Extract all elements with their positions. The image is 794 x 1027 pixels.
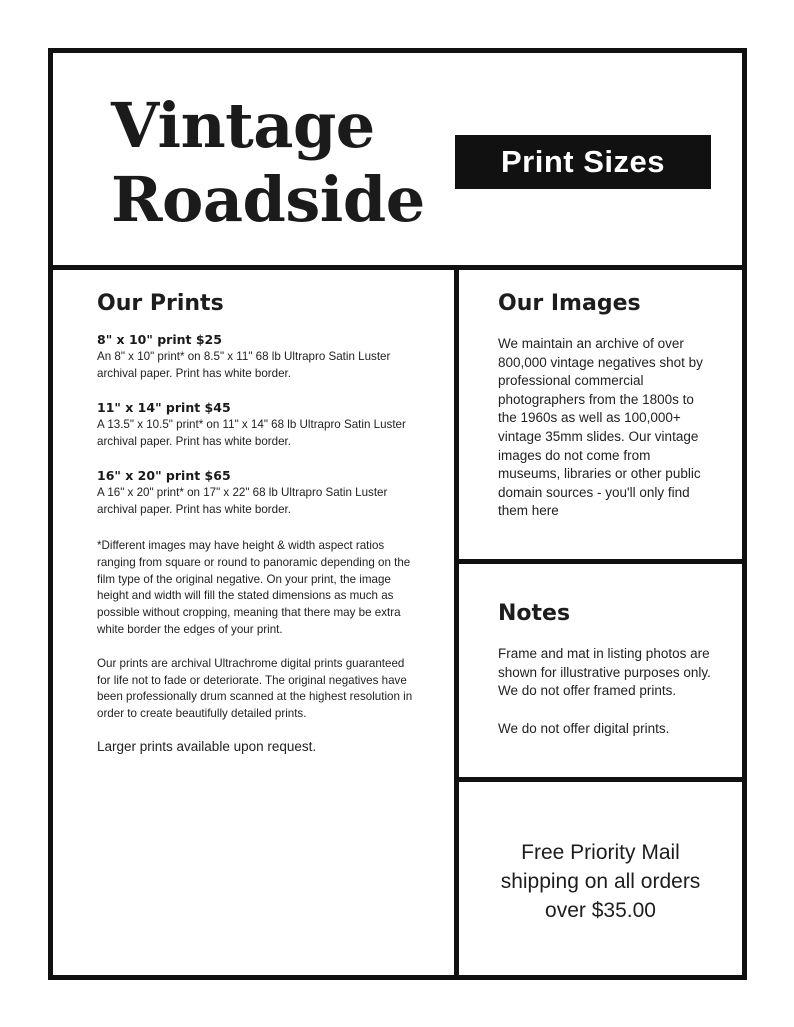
print-option-description: A 13.5" x 10.5" print* on 11" x 14" 68 lb Ultrapro Satin Luster archival paper. Print has white border. — [97, 418, 406, 448]
flyer-frame — [48, 48, 747, 980]
aspect-ratio-note: *Different images may have height & width aspect ratios ranging from square or round to panoramic depending on the film type of the original negative. On your print, the image height and width will fill the stated dimensions as much as possible without cropping, meaning that there may be extra white border the edges of your print. — [97, 539, 411, 636]
print-option — [97, 331, 421, 382]
print-option-description: An 8" x 10" print* on 8.5" x 11" 68 lb Ultrapro Satin Luster archival paper. Print has white border. — [97, 350, 391, 380]
print-option — [97, 399, 421, 450]
our-images-heading: Our Images — [498, 291, 641, 316]
notes-heading: Notes — [498, 601, 571, 626]
archival-note: Our prints are archival Ultrachrome digital prints guaranteed for life not to fade or deteriorate. The original negatives have been professionally drum scanned at the highest resolution in order to create beautifully detailed prints. — [97, 656, 413, 721]
shipping-section — [459, 782, 742, 980]
digital-prints-note: We do not offer digital prints. — [498, 720, 670, 736]
larger-prints-note: Larger prints available upon request. — [97, 738, 317, 754]
brand-line-2: Roadside — [111, 163, 425, 236]
print-option-title: 8" x 10" print $25 — [97, 332, 222, 347]
print-option — [97, 467, 421, 518]
our-images-section — [498, 289, 716, 534]
print-option-description: A 16" x 20" print* on 17" x 22" 68 lb Ultrapro Satin Luster archival paper. Print has white border. — [97, 486, 388, 516]
print-option-title: 11" x 14" print $45 — [97, 400, 231, 415]
brand-line-1: Vintage — [111, 89, 375, 162]
framing-note: Frame and mat in listing photos are shown for illustrative purposes only. We do not offer framed prints. — [498, 646, 711, 699]
free-shipping-text: Free Priority Mail shipping on all orders over $35.00 — [500, 840, 701, 922]
section-divider-images-notes — [459, 559, 742, 564]
our-images-body: We maintain an archive of over 800,000 vintage negatives shot by professional commercial photographers from the 1800s to the 1960s as well as 100,000+ vintage 35mm slides. Our vintage images do not come from museums, libraries or other public domain sources - you'll only find them here — [498, 336, 703, 519]
brand-title — [111, 89, 425, 237]
our-prints-section — [97, 289, 421, 769]
header — [53, 53, 742, 270]
our-prints-heading: Our Prints — [97, 291, 224, 316]
notes-section — [498, 599, 716, 752]
print-option-title: 16" x 20" print $65 — [97, 468, 231, 483]
print-sizes-badge: Print Sizes — [455, 135, 711, 189]
